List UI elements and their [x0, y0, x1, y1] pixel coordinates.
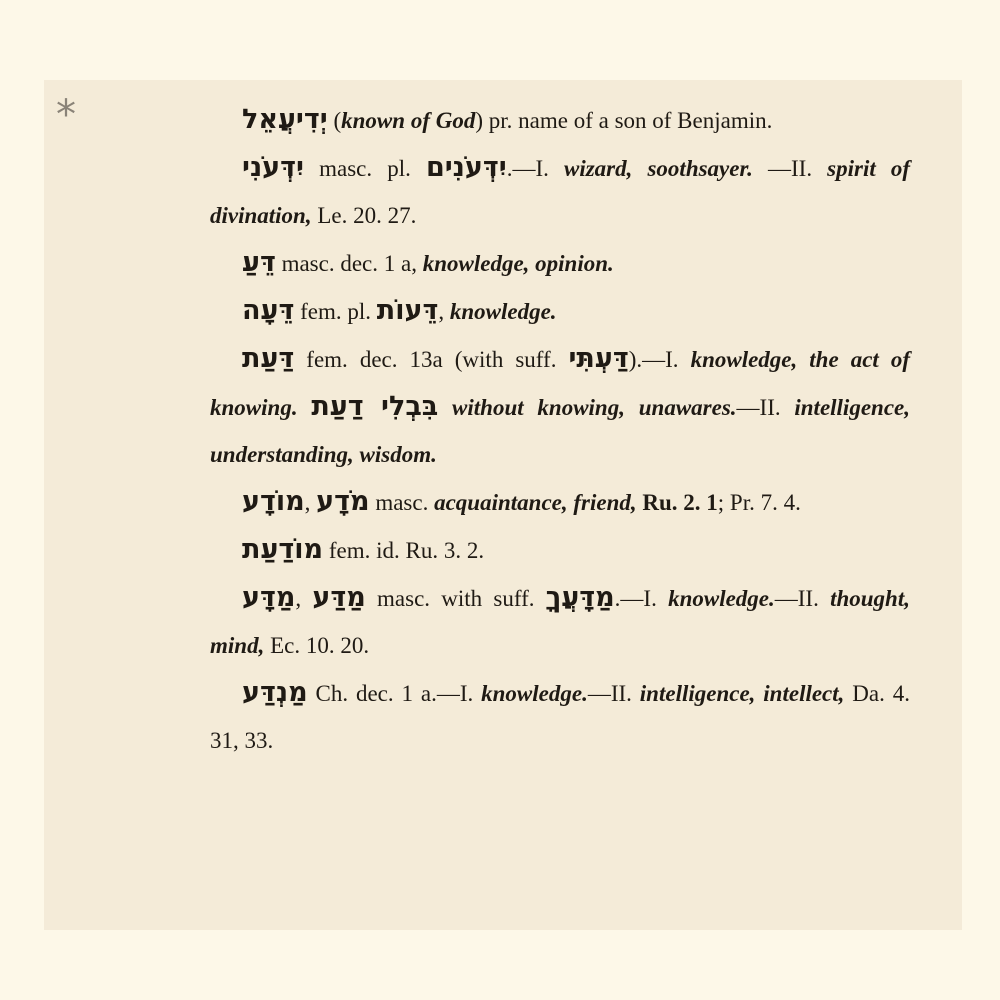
dictionary-text — [210, 96, 910, 764]
reference: Le. 20. 27. — [311, 203, 417, 228]
entry-moda: מוֹדָע, מֹדָע masc. acquaintance, friend, Ru. 2. 1; Pr. 7. 4. — [242, 486, 801, 517]
reference: Ru. 2. 1 — [642, 490, 718, 515]
entry-yiddeoni: יִדְּעֹנִי masc. pl. יִדְּעֹנִים.—I. wizard, soothsayer. —II. spirit of divination, Le. 20. 27. — [210, 152, 910, 228]
gloss: spirit of divination, — [210, 156, 910, 228]
entry-dea: דֵּעַ masc. dec. 1 a, knowledge, opinion. — [242, 247, 614, 278]
reference: ; Pr. 7. 4. — [717, 490, 801, 515]
suffix-form: דַּעְתִּי — [568, 343, 629, 374]
headword: יִדְּעֹנִי — [242, 152, 304, 183]
headword: יְדִיעֲאֵל — [242, 104, 328, 135]
entry-modaat: מוֹדַעַת fem. id. Ru. 3. 2. — [242, 534, 485, 565]
gloss: knowledge. — [449, 299, 557, 324]
gloss: wizard, soothsayer. — [564, 156, 753, 181]
reference: Da. 4. 31, 33. — [210, 681, 910, 753]
variant-form: מַדַּע — [312, 582, 366, 613]
gloss: knowledge. — [481, 681, 588, 706]
margin-asterisk: * — [56, 92, 76, 138]
gloss: knowledge. — [668, 586, 775, 611]
gloss: knowledge, the act of knowing. — [210, 347, 910, 420]
gloss: intelligence, understanding, wisdom. — [210, 395, 910, 467]
entry-deah: דֵּעָה fem. pl. דֵּעוֹת, knowledge. — [242, 295, 557, 326]
headword: מוֹדָע — [242, 486, 305, 517]
gloss: acquaintance, friend, — [434, 490, 637, 515]
suffix-form: מַדָּעֲךָ — [545, 582, 615, 613]
headword: דֵּעָה — [242, 295, 295, 326]
reference: Ec. 10. 20. — [264, 633, 370, 658]
gloss: without knowing, unawares. — [452, 395, 737, 420]
entry-jediael: יְדִיעֲאֵל (known of God) pr. name of a son of Benjamin. — [242, 104, 773, 135]
gloss: known of God — [341, 108, 476, 133]
variant-form: מֹדָע — [316, 486, 370, 517]
phrase: בִּבְלִי דַעַת — [311, 391, 439, 422]
headword: מוֹדַעַת — [242, 534, 324, 565]
plural-form: דֵּעוֹת — [376, 295, 439, 326]
entry-madda: מַדָּע, מַדַּע masc. with suff. מַדָּעֲךָ.—I. knowledge.—II. thought, mind, Ec. 10. 20. — [210, 582, 910, 658]
headword: דַּעַת — [242, 343, 295, 374]
entry-manda: מַנְדַּע Ch. dec. 1 a.—I. knowledge.—II. intelligence, intellect, Da. 4. 31, 33. — [210, 677, 910, 753]
gloss: thought, mind, — [210, 586, 910, 658]
headword: דֵּעַ — [242, 247, 276, 278]
plural-form: יִדְּעֹנִים — [425, 152, 507, 183]
entry-daat: דַּעַת fem. dec. 13a (with suff. דַּעְתִּי).—I. knowledge, the act of knowing. בִּבְלִי דַעַת without knowing, unawares.—II. intelligence, understanding, wisdom. — [210, 343, 910, 467]
headword: מַדָּע — [242, 582, 296, 613]
gloss: intelligence, intellect, — [639, 681, 845, 706]
gloss: knowledge, opinion. — [422, 251, 614, 276]
headword: מַנְדַּע — [242, 677, 308, 708]
